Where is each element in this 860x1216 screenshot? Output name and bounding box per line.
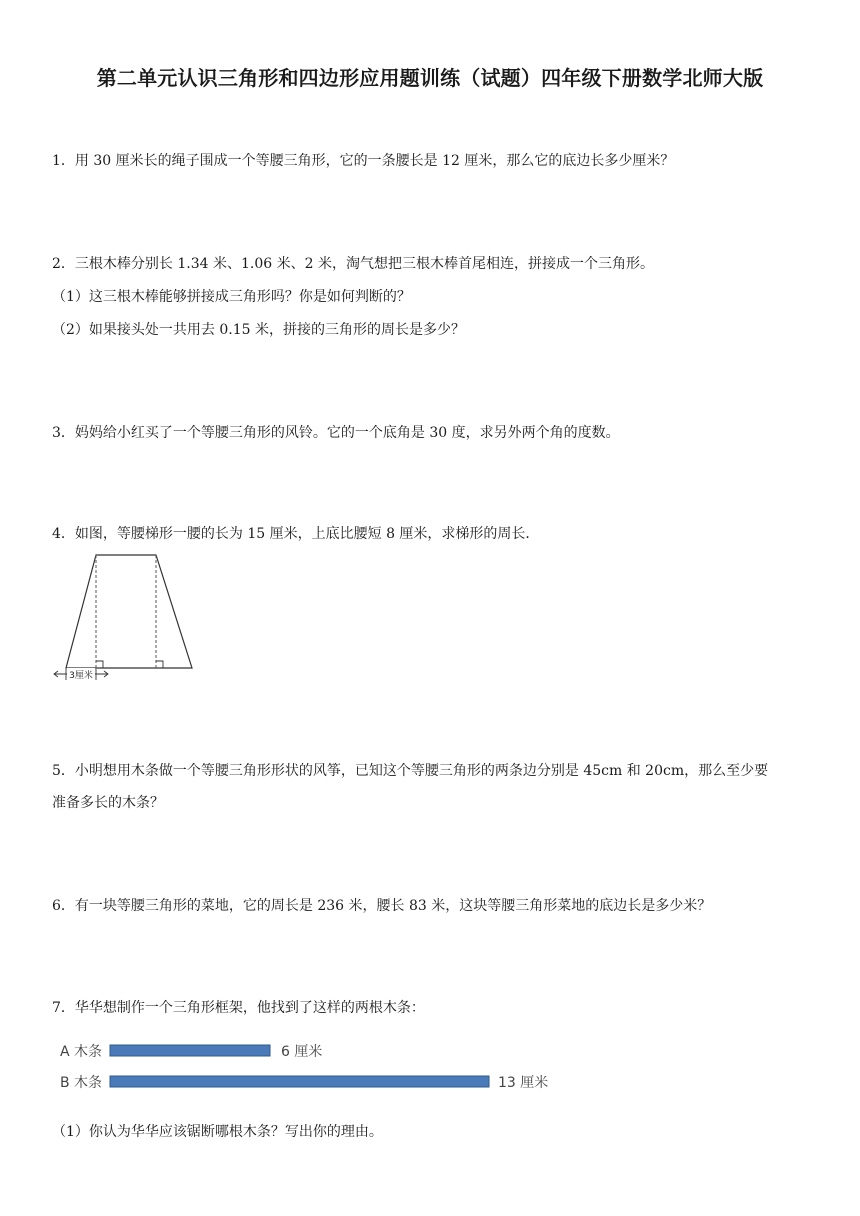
question-5-line-2: 准备多长的木条？: [52, 795, 164, 811]
question-2-part-2: （2）如果接头处一共用去 0.15 米，拼接的三角形的周长是多少？: [52, 322, 465, 338]
right-angle-mark-right: [156, 661, 163, 668]
trapezoid-figure: [52, 550, 202, 682]
bar-a-label: A 木条: [60, 1044, 103, 1060]
dimension-label: 3厘米: [69, 671, 93, 681]
question-2-part-1: （1）这三根木棒能够拼接成三角形吗？你是如何判断的？: [52, 289, 411, 305]
wood-strips-figure: [58, 1036, 578, 1094]
question-7-stem: 7．华华想制作一个三角形框架，他找到了这样的两根木条：: [52, 1000, 425, 1016]
page-title: 第二单元认识三角形和四边形应用题训练（试题）四年级下册数学北师大版: [96, 66, 764, 90]
question-1: 1．用 30 厘米长的绳子围成一个等腰三角形，它的一条腰长是 12 厘米，那么它的底边长多少厘米？: [52, 153, 675, 169]
question-5-line-1: 5．小明想用木条做一个等腰三角形形状的风筝，已知这个等腰三角形的两条边分别是 45cm 和 20cm，那么至少要: [52, 763, 769, 779]
right-angle-mark-left: [96, 661, 103, 668]
question-2-stem: 2．三根木棒分别长 1.34 米、1.06 米、2 米，淘气想把三根木棒首尾相连，拼接成一个三角形。: [52, 256, 654, 272]
question-4-stem: 4．如图，等腰梯形一腰的长为 15 厘米，上底比腰短 8 厘米，求梯形的周长．: [52, 526, 540, 542]
question-7-part-1: （1）你认为华华应该锯断哪根木条？写出你的理由。: [52, 1124, 383, 1140]
bar-b-label: B 木条: [60, 1075, 103, 1091]
question-3: 3．妈妈给小红买了一个等腰三角形的风铃。它的一个底角是 30 度，求另外两个角的度数。: [52, 425, 620, 441]
bar-b-value: 13 厘米: [498, 1075, 549, 1091]
bar-a-value: 6 厘米: [281, 1044, 323, 1060]
bar-a: [110, 1045, 270, 1056]
bar-b: [110, 1076, 489, 1087]
question-6: 6．有一块等腰三角形的菜地，它的周长是 236 米，腰长 83 米，这块等腰三角形菜地的底边长是多少米？: [52, 898, 712, 914]
trapezoid-outline: [66, 555, 192, 668]
